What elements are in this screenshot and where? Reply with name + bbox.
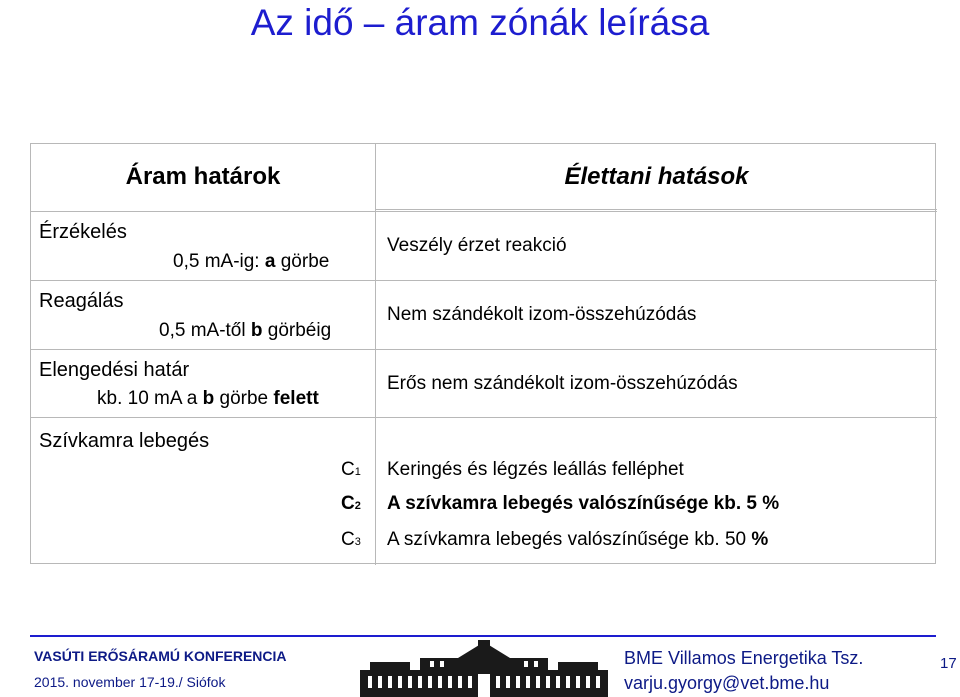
effect-c2: A szívkamra lebegés valószínűsége kb. 5 % <box>387 493 780 514</box>
row-detail-perception: 0,5 mA-ig: a görbe <box>173 251 330 272</box>
university-building-logo <box>360 640 608 697</box>
header-physiological-effects: Élettani hatások <box>564 163 749 190</box>
footer-divider <box>30 635 936 637</box>
row-detail-let-go: kb. 10 mA a b görbe felett <box>97 388 319 409</box>
page-number: 17 <box>940 655 957 672</box>
effect-reaction: Nem szándékolt izom-összehúzódás <box>387 304 697 325</box>
row-detail-reaction: 0,5 mA-től b görbéig <box>159 320 332 341</box>
effect-c1: Keringés és légzés leállás felléphet <box>387 459 684 480</box>
effect-perception: Veszély érzet reakció <box>387 235 567 256</box>
slide-title: Az idő – áram zónák leírása <box>250 2 710 43</box>
footer-email[interactable]: varju.gyorgy@vet.bme.hu <box>624 673 830 693</box>
row-label-let-go: Elengedési határ <box>39 359 190 381</box>
zone-code-c2: C2 <box>341 493 361 514</box>
zone-code-c1: C1 <box>341 459 361 480</box>
row-divider <box>31 280 937 281</box>
column-divider <box>375 144 376 565</box>
row-divider <box>31 349 937 350</box>
row-divider <box>375 209 937 210</box>
row-label-reaction: Reagálás <box>39 290 124 312</box>
zone-code-c3: C3 <box>341 529 361 550</box>
row-divider <box>31 417 937 418</box>
effect-let-go: Erős nem szándékolt izom-összehúzódás <box>387 373 738 394</box>
effect-c3: A szívkamra lebegés valószínűsége kb. 50 % <box>387 529 769 550</box>
footer-conference: VASÚTI ERŐSÁRAMÚ KONFERENCIA <box>34 648 287 664</box>
header-current-limits: Áram határok <box>125 163 281 190</box>
row-label-fibrillation: Szívkamra lebegés <box>39 430 210 452</box>
footer-organization: BME Villamos Energetika Tsz. <box>624 648 864 668</box>
row-divider <box>31 211 937 212</box>
footer-date: 2015. november 17-19./ Siófok <box>34 674 226 690</box>
row-label-perception: Érzékelés <box>39 221 127 243</box>
zones-table <box>30 143 936 564</box>
